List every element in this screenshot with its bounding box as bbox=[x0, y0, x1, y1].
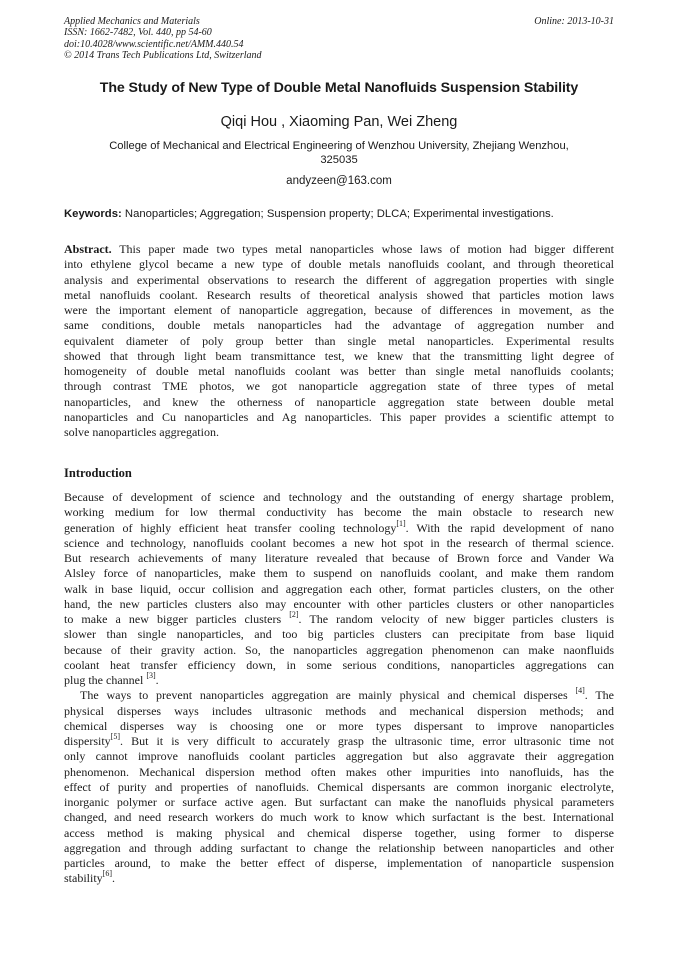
paper-authors: Qiqi Hou , Xiaoming Pan, Wei Zheng bbox=[220, 114, 458, 130]
body-line: Alsley force of nanoparticles, make them to suspend on nanofluids coolant, and make them random bbox=[64, 566, 614, 581]
citation-1[interactable]: [1] bbox=[396, 518, 406, 528]
journal-doi[interactable]: doi:10.4028/www.scientific.net/AMM.440.54 bbox=[64, 38, 244, 50]
body-line: physical disperses ways includes ultrasonic methods and mechanical dispersion methods; and bbox=[64, 703, 614, 718]
body-line: stability[6]. bbox=[64, 869, 115, 886]
abstract-line: same conditions, double metals nanoparticles had the advantage of aggregation number and bbox=[64, 318, 614, 333]
journal-name: Applied Mechanics and Materials bbox=[64, 16, 200, 27]
body-line: coolant heat transfer efficiency down, in some serious conditions, nanoparticles aggregations can bbox=[64, 657, 614, 672]
abstract-line: through contrast TME photos, we got nanoparticle aggregation state of three types of metal bbox=[64, 379, 614, 394]
abstract-line: metal nanofluids coolant. Research results of theoretical analysis showed that particles motion laws bbox=[64, 287, 614, 302]
body-line: But research achievements of many literature revealed that because of Brown force and Vander Wa bbox=[64, 551, 614, 565]
journal-issn: ISSN: 1662-7482, Vol. 440, pp 54-60 bbox=[64, 27, 212, 39]
keywords bbox=[64, 208, 624, 220]
body-line: access method is making physical and chemical disperse together, using former to disperse bbox=[64, 825, 614, 840]
abstract-line: into ethylene glycol became a new type of double metals nanofluids coolant, and through theoretical bbox=[64, 257, 614, 272]
body-line: Because of development of science and technology and the outstanding of energy shartage problem, bbox=[64, 490, 614, 504]
affiliation-line: 325035 bbox=[320, 154, 358, 166]
affiliation-line: College of Mechanical and Electrical Engineering of Wenzhou University, Zhejiang Wenzhou, bbox=[109, 140, 569, 152]
body-line: hand, the new particles clusters also may encounter with other particles clusters or other nanoparticles bbox=[64, 596, 614, 611]
body-line: phenomenon. Mechanical dispersion method often makes other impurities into nanofluids, has the bbox=[64, 764, 614, 779]
abstract-line: showed that through light beam transmittance test, we knew that the transmitting light degree of bbox=[64, 348, 614, 363]
citation-5[interactable]: [5] bbox=[110, 732, 120, 741]
body-line: changed, and need research workers do much work to know which surfactant is the best. International bbox=[64, 810, 614, 825]
online-date: Online: 2013-10-31 bbox=[534, 16, 614, 27]
abstract-label: Abstract. bbox=[64, 242, 112, 256]
body-line: only cannot improve nanofluids coolant particles aggregation but also aggravate their aggregation bbox=[64, 749, 614, 764]
introduction-body bbox=[64, 490, 614, 887]
author-affiliation bbox=[64, 139, 614, 167]
body-line: The ways to prevent nanoparticles aggregation are mainly physical and chemical disperses [4]. The bbox=[80, 686, 615, 703]
journal-header bbox=[64, 16, 262, 62]
citation-2[interactable]: [2] bbox=[289, 610, 299, 619]
citation-4[interactable]: [4] bbox=[575, 686, 585, 696]
body-line: to make a new bigger particles clusters [2]. The random velocity of new bigger particles clusters is bbox=[64, 610, 614, 626]
body-line: plug the channel [3]. bbox=[64, 671, 159, 687]
citation-6[interactable]: [6] bbox=[102, 869, 112, 879]
keywords-label: Keywords: bbox=[64, 208, 122, 220]
body-line: chemical disperses way is choosing one or more types dispersant to improve nanoparticles bbox=[64, 718, 614, 733]
abstract-line: were the important element of nanoparticle aggregation, because of differences in movement, as the bbox=[64, 303, 614, 317]
body-line: aggregation and through adding surfactant to change the relationship between nanoparticles and other bbox=[64, 840, 614, 855]
journal-copyright: © 2014 Trans Tech Publications Ltd, Switzerland bbox=[64, 50, 262, 62]
body-line: slower than single nanoparticles, and too big particles clusters can precipitate from base liquid bbox=[64, 627, 614, 642]
citation-3[interactable]: [3] bbox=[146, 671, 156, 680]
abstract-line: nanoparticles, and knew the otherness of nanoparticle aggregation state between double metal bbox=[64, 394, 614, 409]
abstract-line: Abstract. This paper made two types metal nanoparticles whose laws of motion had bigger different bbox=[64, 242, 614, 256]
paper-title: The Study of New Type of Double Metal Nanofluids Suspension Stability bbox=[99, 80, 579, 96]
abstract-line: nanoparticles and Cu nanoparticles and Ag nanoparticles. This paper provides a scientific attempt to bbox=[64, 409, 614, 424]
body-line: science and technology, nanofluids coolant becomes a new hot spot in the research of thermal science. bbox=[64, 535, 614, 550]
author-email[interactable]: andyzeen@163.com bbox=[286, 175, 392, 187]
body-line: because of their gravity action. So, the nanoparticles aggregation phenomenon can make naonfluids bbox=[64, 642, 614, 657]
abstract-line: homogeneity of double metal nanofluids coolant was better than single metal nanofluids coolants; bbox=[64, 364, 614, 378]
body-line: generation of highly efficient heat transfer cooling technology[1]. With the rapid development of nano bbox=[64, 518, 614, 535]
section-heading-introduction: Introduction bbox=[64, 466, 132, 480]
abstract bbox=[64, 242, 614, 440]
body-line: working medium for low thermal conductivity has become the main obstacle to research new bbox=[64, 505, 614, 520]
body-line: dispersity[5]. But it is very difficult to accurately grasp the ultrasonic time, error ultrasonic time not bbox=[64, 732, 614, 748]
keywords-list: Nanoparticles; Aggregation; Suspension property; DLCA; Experimental investigations. bbox=[124, 208, 554, 220]
body-line: inorganic polymer or surface active agen. But surfactant can make the nanofluids physical parameters bbox=[64, 795, 614, 809]
body-line: particles around, to make the better effect of disperse, implementation of nanoparticle suspension bbox=[64, 856, 614, 870]
body-line: effect of purity and properties of nanofluids. Chemical dispersants are common inorganic electrolyte, bbox=[64, 779, 614, 794]
abstract-line: analysis and experimental observations to research the different of aggregation properties with single bbox=[64, 272, 614, 287]
body-line: walk in base liquid, occur collision and aggregation each other, format particles clusters, on the other bbox=[64, 581, 614, 596]
abstract-line: solve nanoparticles aggregation. bbox=[64, 425, 219, 439]
abstract-line: equivalent diameter of poly group better than single metal nanoparticles. Experimental results bbox=[64, 333, 614, 348]
